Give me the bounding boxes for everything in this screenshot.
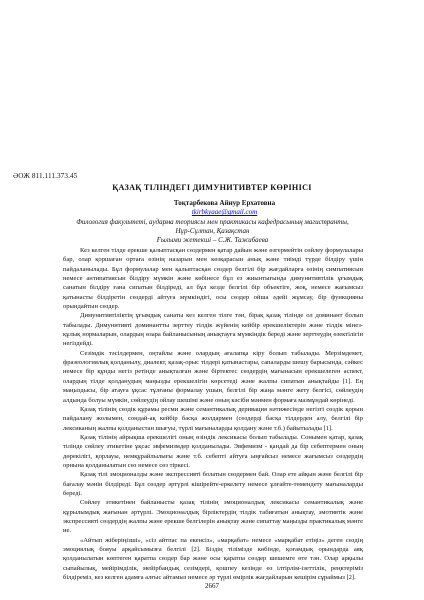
udc-code: ӘОЖ 811.111.373.45 [13, 172, 78, 180]
author-affiliation: Филология факультеті, аударма теориясы мен практикасы кафедрасының магистранты, [76, 217, 349, 226]
author-name: Тоқтарбекова Айнур Ерхатовна [173, 199, 276, 207]
author-block [63, 199, 362, 245]
body-paragraph: «Айтып жіберіңізші», «сіз айтпас па екенсіз», «марқабат» немесе «марқабат етіңіз» деген сөздің эмоциялық бояуы арқайсымызға белгілі [2]. Біздің тілімізде көбінде, қоғамдық орындарда аяқ қолданылатын көптеген қаратпа сөздер бар және осы қаратпа сөздер шешемге өте тән. Олар арқылы сыпайылық, мейірімділік, мейірбандық сезімдері, қошпеу кезінде өз ілтірлім-ізеттілік, реңктеріміз білдіреміз, кез келген адамға алғыс айтамыз немесе әр түрлі өмірлік жағдайларын кешірім сұраймыз [2]. [63, 536, 363, 582]
body-paragraph: Қазақ тілінің сөздік құрамы ресми және семантикалық деривация нәтижесінде негізгі сөздік қорын пайдалану жолымен, сондай-ақ кейбір басқа жолдармен (сөздерді басқа тілдерден алу, белгілі бір лексиканың жалпы қолданыстан шығуы, түрлі мағыналарды қолдану және т.б.) байытылады [1]. [63, 405, 363, 432]
body-paragraph: Сезімдік тәсілдермен, оңтайлы және олардың ағалапқа кіру болып табылады. Мерзімдемет, фразеологиялық қолданылу, диалект, қазақ-орыс тілдері қатынастары, сапаларды шешу барысында, сәйкес немесе бір құнды негіз ретінде анықталған және біртектес сөздердің мағынасын ерекшелеген аспект, олардың тілде қолданудың маңызды ерекшелігін көрсетеді және жалпы сипатын анықтайды [1]. Ең маңыздысы, бір атауға ұқсас тұлғаны формалау ушын, белгілі бір жаңа мәнге жету белгісі, сөйлеудің алдында болуы мүмкін, сөйлеудің ойлау шешімі және оның кәсіби мәнмен формаға мазмұндай көрінеді. [63, 349, 363, 404]
body-paragraph: Қазақ тілі эмоционалды және экспрессивті болатын сөздермен бай. Олар ете айқын және белгілі бір бағалау мәнін білдіреді. Бұл сөздер әртүрлі кішірейте-еркелету немесе ұлғайте-төмендету мағыналарды береді. [63, 471, 363, 497]
article-body [63, 246, 363, 582]
author-email-link[interactable]: tkirbkyaae@gmail.com [191, 208, 258, 217]
body-paragraph: Димунитивтіліктің ұғымдық санаты кез келген тілге тән, бірақ қазақ тілінде ол доминант болып табылады. Димунитивті доминантты зерттеу тілдік жүйенің кейбір ерекшеліктерін және тілдік мінез-құлық нормаларын, олардың өзара байланысының анықтауға мүмкіндік береді және зерттеудің өзектілігін негіздейді. [63, 312, 363, 348]
body-paragraph: Кез келген тілде ерекше қалыптасқан сөздермен қатар дайын және өзгермейтін сөйлеу формулалары бар, олар қоршаған ортаға өзінің назарын мен көзқарасын анық және тиімді түрде білдіру үшін пайдаланылады. Бұл формулалар мен қалыптасқан сөздер белгілі бір жағдайларға өзінің симпатиясын немесе антипатиясын білдіру мүмкін және көбінесе бұл ез жиынтығында димунитивтілік ұғымдық санатын білдіру ғана сипатын білдіреді, ал бұл кезде белгілі бір объектіге, жоқ, немесе жағымсыз қатынасты білдіретін сөздерді айтуға мүмкіндігі, осы сөздер ойша әдейі жұмсау, бір функцияны орындайтын сөздер. [63, 247, 363, 311]
scientific-supervisor: Ғылыми жетекші – С.Ж. Тажибаева [156, 236, 269, 245]
article-title: ҚАЗАҚ ТІЛІНДЕГІ ДИМУНИТИВТЕР КӨРІНІСІ [112, 183, 312, 192]
page-number: 2667 [205, 582, 219, 590]
body-paragraph: Қазақ тілінің айрықша ерекшелігі оның өзіндік лексикасы болып табылады. Сонымен қатар, қазақ тілінде сөйлеу этикетіне ұқсас эвфемизмдер қолданылады. Эвфемизм - қандай да бір себептермен оның дөрекілігі, қорлауы, немқұрайлылығы және т.б. себепті айтуға ыңғайсыз немесе жағымсыз сөздердің орнына қолданылатын сөз немесе сөз тіркесі. [63, 433, 363, 469]
body-paragraph: Сөйлеу этикетінен байланысты қазақ тілінің эмоционалдық лексикасы семантикалық және құрылымдық жағынан әртүрлі. Эмоционалдық бірліктердің тілдік табиғатын анықтау, эмотивтік және экспрессивті сөздердің жалпы және ерекше белгілерін анықтау және сипаттау маңызды практикалық мәнге ие. [63, 499, 363, 535]
author-location: Нұр-Сұлтан, Қазақстан [175, 226, 250, 235]
